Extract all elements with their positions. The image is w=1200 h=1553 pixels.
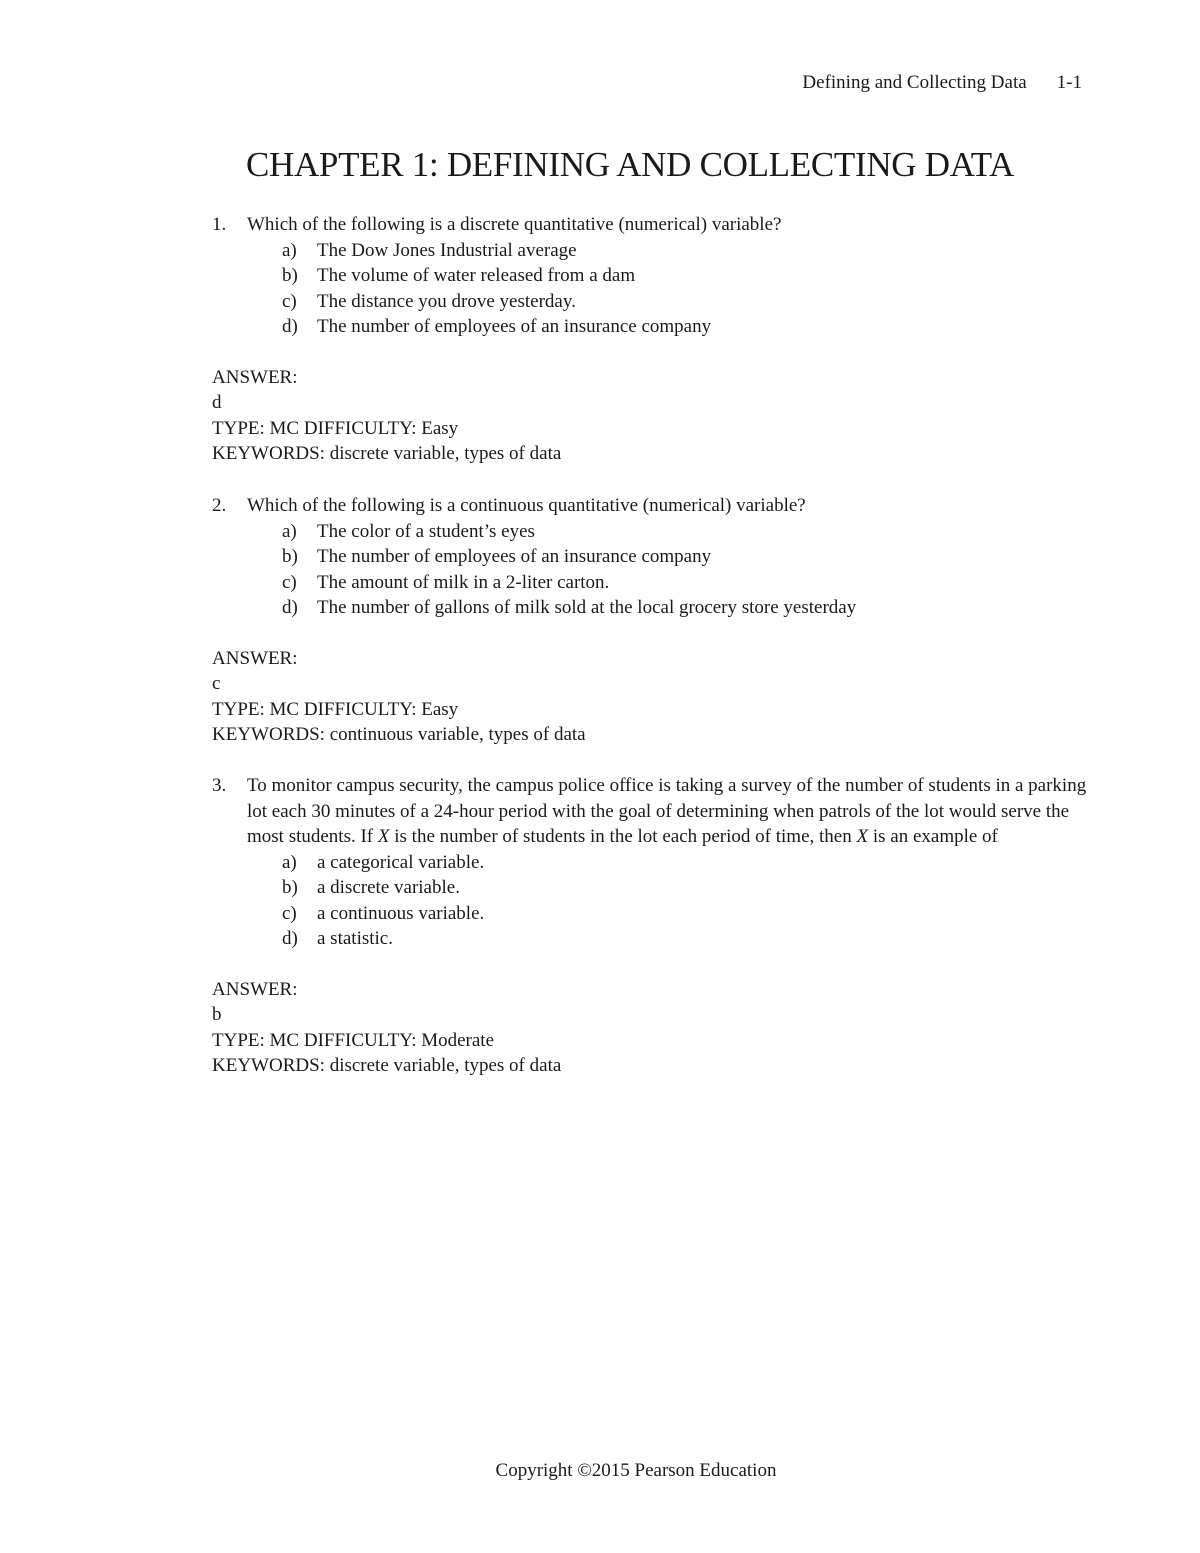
question-text-part: To monitor campus security, the campus police office is taking a survey of the number of students in a parking lot each 30 minutes of a 24-hour period with the goal of determining when patrols of the lot would serve the most students. If bbox=[247, 775, 1087, 847]
question-text-part: is an example of bbox=[868, 826, 998, 847]
option-c bbox=[282, 570, 1092, 596]
option-b bbox=[282, 263, 1092, 289]
option-text: The volume of water released from a dam bbox=[317, 265, 636, 286]
question-1 bbox=[212, 212, 1092, 467]
option-text: a discrete variable. bbox=[317, 877, 460, 898]
option-c bbox=[282, 901, 1092, 927]
option-a bbox=[282, 238, 1092, 264]
option-list bbox=[212, 850, 1092, 952]
question-number: 3. bbox=[212, 775, 227, 796]
keywords: KEYWORDS: discrete variable, types of data bbox=[212, 1055, 562, 1076]
option-text: a statistic. bbox=[317, 928, 393, 949]
option-text: The amount of milk in a 2-liter carton. bbox=[317, 571, 610, 593]
answer-label: ANSWER: bbox=[212, 647, 298, 669]
option-letter: a) bbox=[282, 520, 297, 542]
option-letter: d) bbox=[282, 316, 298, 337]
page-number: 1-1 bbox=[1056, 72, 1082, 93]
option-text: The number of employees of an insurance company bbox=[317, 316, 712, 337]
keywords: KEYWORDS: discrete variable, types of data bbox=[212, 443, 562, 464]
option-text: The color of a student’s eyes bbox=[317, 520, 535, 542]
question-number: 1. bbox=[212, 214, 227, 235]
option-list bbox=[212, 519, 1092, 621]
option-list bbox=[212, 238, 1092, 340]
option-letter: d) bbox=[282, 597, 298, 618]
option-d bbox=[282, 595, 1092, 621]
chapter-title: CHAPTER 1: DEFINING AND COLLECTING DATA bbox=[245, 145, 1015, 184]
option-letter: b) bbox=[282, 265, 298, 286]
running-header bbox=[802, 72, 1082, 94]
question-text: Which of the following is a continuous quantitative (numerical) variable? bbox=[247, 495, 806, 516]
option-letter: a) bbox=[282, 239, 297, 261]
option-d bbox=[282, 314, 1092, 340]
option-text: The number of gallons of milk sold at the local grocery store yesterday bbox=[317, 597, 857, 618]
answer-label: ANSWER: bbox=[212, 978, 298, 1000]
option-b bbox=[282, 544, 1092, 570]
answer-value: d bbox=[212, 392, 222, 413]
running-title: Defining and Collecting Data bbox=[802, 72, 1027, 93]
answer-label: ANSWER: bbox=[212, 366, 298, 388]
variable-x: X bbox=[856, 826, 869, 847]
option-letter: d) bbox=[282, 928, 298, 949]
type-difficulty: TYPE: MC DIFFICULTY: Easy bbox=[212, 698, 459, 720]
question-text bbox=[247, 775, 1086, 847]
option-a bbox=[282, 850, 1092, 876]
option-letter: c) bbox=[282, 290, 297, 312]
question-text-part: is the number of students in the lot each period of time, then bbox=[389, 826, 857, 847]
variable-x: X bbox=[377, 826, 390, 847]
option-text: a continuous variable. bbox=[317, 902, 485, 924]
answer-block bbox=[212, 365, 1092, 467]
option-text: The distance you drove yesterday. bbox=[317, 290, 576, 312]
type-difficulty: TYPE: MC DIFFICULTY: Moderate bbox=[212, 1029, 495, 1051]
option-letter: c) bbox=[282, 571, 297, 593]
question-text: Which of the following is a discrete quantitative (numerical) variable? bbox=[247, 214, 782, 235]
option-letter: b) bbox=[282, 546, 298, 567]
option-a bbox=[282, 519, 1092, 545]
option-letter: c) bbox=[282, 902, 297, 924]
question-stem bbox=[212, 212, 1092, 238]
option-letter: b) bbox=[282, 877, 298, 898]
question-stem bbox=[212, 773, 1092, 850]
type-difficulty: TYPE: MC DIFFICULTY: Easy bbox=[212, 417, 459, 439]
option-c bbox=[282, 289, 1092, 315]
option-text: The number of employees of an insurance company bbox=[317, 546, 712, 567]
option-text: The Dow Jones Industrial average bbox=[317, 239, 577, 261]
question-3 bbox=[212, 773, 1092, 1079]
answer-value: b bbox=[212, 1004, 222, 1025]
answer-value: c bbox=[212, 673, 221, 694]
option-b bbox=[282, 875, 1092, 901]
keywords: KEYWORDS: continuous variable, types of data bbox=[212, 724, 586, 745]
answer-block bbox=[212, 977, 1092, 1079]
question-stem bbox=[212, 493, 1092, 519]
option-letter: a) bbox=[282, 851, 297, 873]
option-text: a categorical variable. bbox=[317, 851, 485, 873]
copyright-footer: Copyright ©2015 Pearson Education bbox=[495, 1460, 777, 1481]
question-2 bbox=[212, 493, 1092, 748]
answer-block bbox=[212, 646, 1092, 748]
option-d bbox=[282, 926, 1092, 952]
question-number: 2. bbox=[212, 495, 227, 516]
